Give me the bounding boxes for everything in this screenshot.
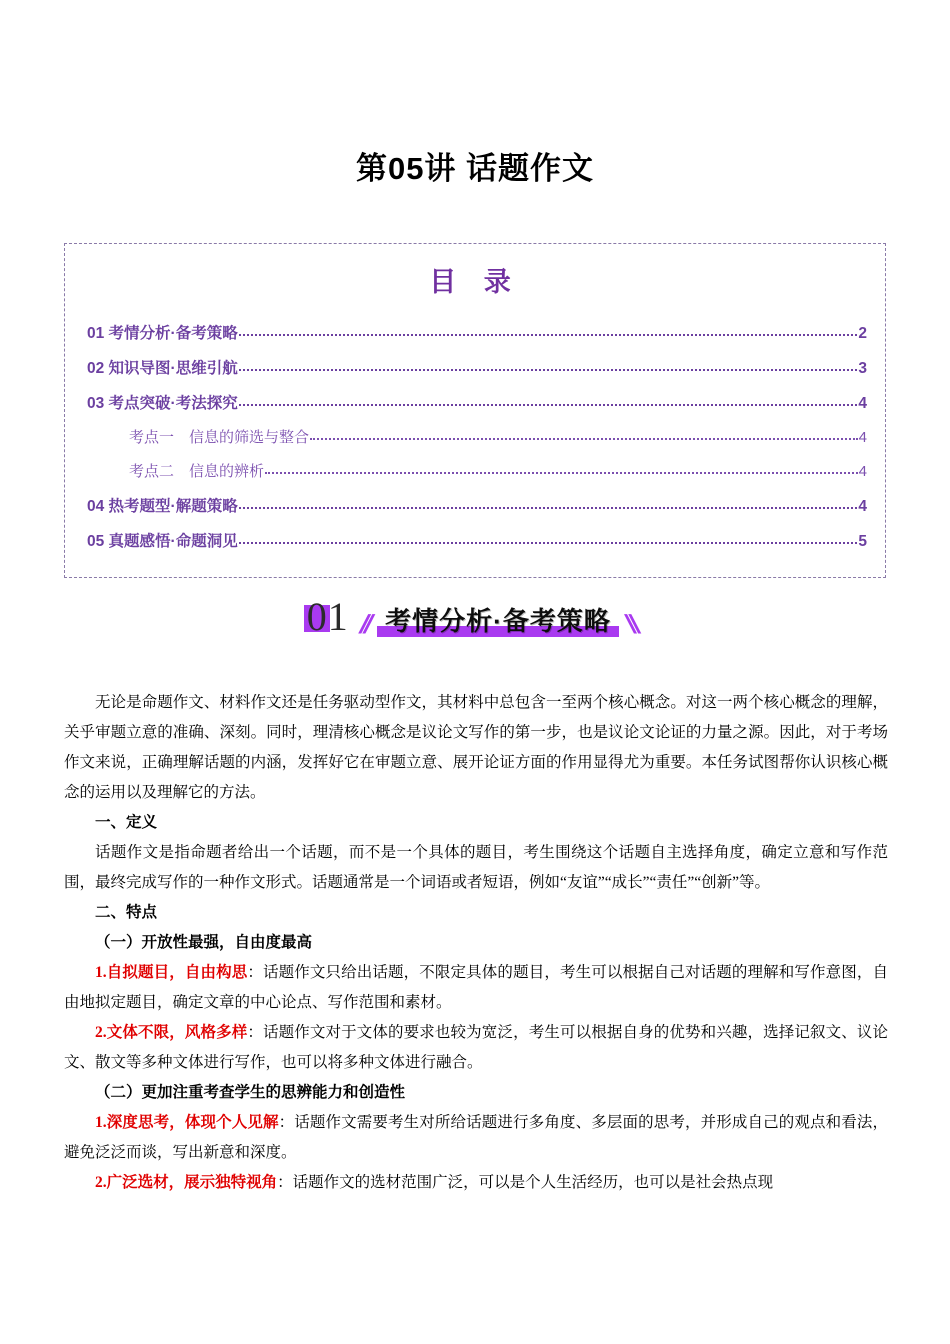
toc-leader-dots — [239, 393, 858, 406]
toc-leader-dots — [239, 496, 858, 509]
toc-entry[interactable] — [87, 391, 867, 413]
section-banner — [0, 596, 950, 638]
toc-entry-page: 3 — [858, 360, 867, 377]
section-number: 01 — [306, 594, 349, 639]
toc-entry-page: 4 — [858, 463, 867, 480]
toc-entry[interactable] — [87, 529, 867, 551]
double-slash-left-icon: // — [355, 609, 375, 639]
feature-item-2 — [64, 1018, 888, 1078]
toc-entry[interactable] — [87, 321, 867, 343]
feature-item-1-body: ：话题作文只给出话题，不限定具体的题目，考生可以根据自己对话题的理解和写作意图，自由地拟定题目，确定文章的中心论点、写作范围和素材。 — [64, 964, 888, 1011]
feature-item-2-keyword: 2.文体不限，风格多样 — [95, 1024, 248, 1041]
feature-item-3-body: ：话题作文需要考生对所给话题进行多角度、多层面的思考，并形成自己的观点和看法，避免泛泛而谈，写出新意和深度。 — [64, 1114, 888, 1161]
toc-leader-dots — [239, 531, 858, 544]
section-number-graphic — [307, 596, 349, 638]
toc-entry-label: 考点一 信息的筛选与整合 — [129, 429, 310, 446]
feature-item-1-keyword: 1.自拟题目，自由构思 — [95, 964, 248, 981]
toc-leader-dots — [265, 461, 858, 474]
heading-definition: 一、定义 — [95, 814, 158, 831]
toc-entry-label: 03 考点突破·考法探究 — [87, 395, 238, 412]
toc-entry-label: 02 知识导图·思维引航 — [87, 360, 238, 377]
paragraph-definition: 话题作文是指命题者给出一个话题，而不是一个具体的题目，考生围绕这个话题自主选择角度，确定立意和写作范围，最终完成写作的一种作文形式。话题通常是一个词语或者短语，例如“友谊”“成长”“责任”“创新”等。 — [64, 844, 888, 891]
heading-features: 二、特点 — [95, 904, 158, 921]
toc-list — [65, 299, 885, 551]
feature-item-3-keyword: 1.深度思考，体现个人见解 — [95, 1114, 279, 1131]
toc-entry-page: 2 — [858, 325, 867, 342]
toc-entry-page: 4 — [858, 498, 867, 515]
heading-features-one: （一）开放性最强，自由度最高 — [95, 934, 313, 951]
toc-entry-page: 5 — [858, 533, 867, 550]
toc-leader-dots — [310, 427, 858, 440]
toc-entry[interactable] — [87, 460, 867, 481]
intro-paragraph: 无论是命题作文、材料作文还是任务驱动型作文，其材料中总包含一至两个核心概念。对这一两个核心概念的理解，关乎审题立意的准确、深刻。同时，理清核心概念是议论文写作的第一步，也是议论文论证的力量之源。因此，对于考场作文来说，正确理解话题的内涵，发挥好它在审题立意、展开论证方面的作用显得尤为重要。本任务试图帮你认识核心概念的运用以及理解它的方法。 — [64, 694, 888, 801]
feature-item-4-keyword: 2.广泛选材，展示独特视角 — [95, 1174, 278, 1191]
toc-entry-label: 05 真题感悟·命题洞见 — [87, 533, 238, 550]
double-slash-right-icon: \\ — [621, 609, 641, 639]
feature-item-4-body: ：话题作文的选材范围广泛，可以是个人生活经历，也可以是社会热点现 — [277, 1174, 774, 1191]
heading-features-two: （二）更加注重考查学生的思辨能力和创造性 — [95, 1084, 406, 1101]
toc-entry-label: 01 考情分析·备考策略 — [87, 325, 238, 342]
toc-entry-page: 4 — [858, 429, 867, 446]
table-of-contents — [64, 243, 886, 578]
toc-entry-label: 04 热考题型·解题策略 — [87, 498, 238, 515]
section-title-text: 考情分析·备考策略 — [385, 605, 611, 636]
toc-leader-dots — [239, 358, 858, 371]
toc-entry-label: 考点二 信息的辨析 — [129, 463, 265, 480]
section-title-row — [353, 605, 644, 639]
feature-item-1 — [64, 958, 888, 1018]
feature-item-3 — [64, 1108, 888, 1168]
section-body — [64, 688, 888, 1198]
feature-item-2-body: ：话题作文对于文体的要求也较为宽泛，考生可以根据自身的优势和兴趣，选择记叙文、议论文、散文等多种文体进行写作，也可以将多种文体进行融合。 — [64, 1024, 888, 1071]
toc-entry[interactable] — [87, 426, 867, 447]
toc-entry[interactable] — [87, 356, 867, 378]
toc-entry-page: 4 — [858, 395, 867, 412]
toc-entry[interactable] — [87, 494, 867, 516]
toc-heading: 目 录 — [429, 267, 521, 297]
toc-leader-dots — [239, 323, 858, 336]
feature-item-4 — [64, 1168, 888, 1198]
page-title: 第05讲 话题作文 — [355, 151, 595, 186]
section-title — [377, 607, 619, 636]
